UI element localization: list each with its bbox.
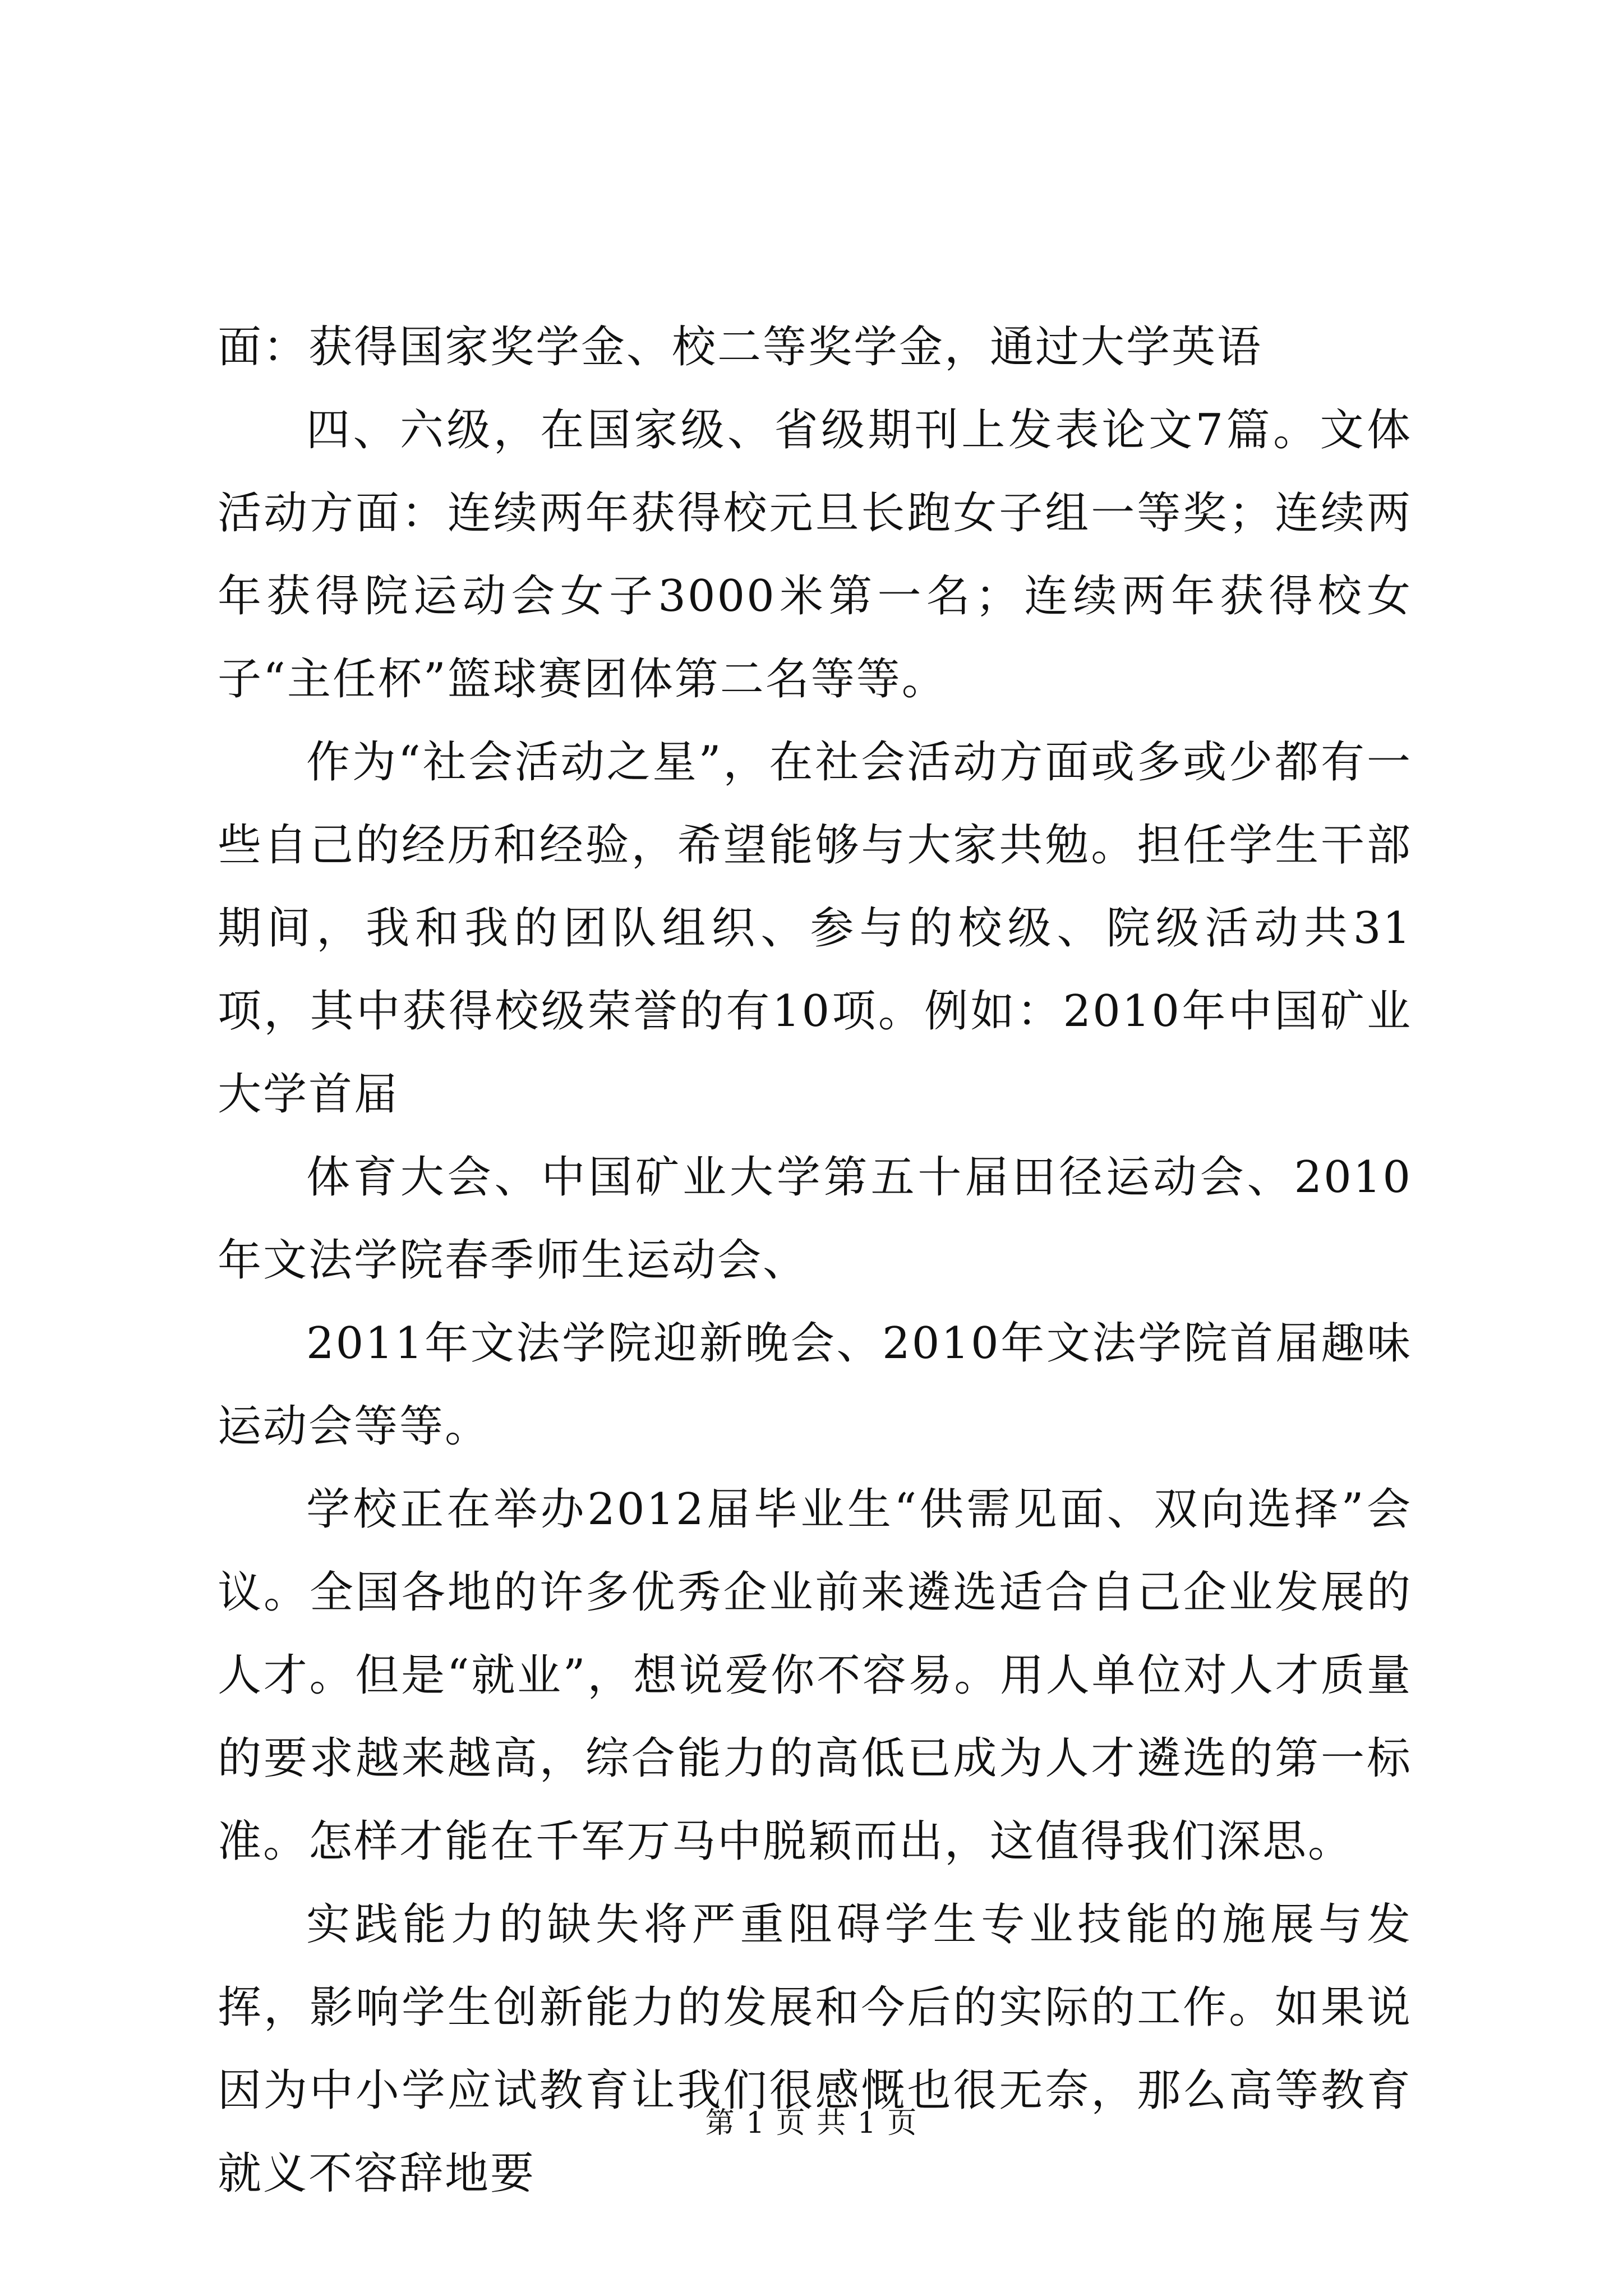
paragraph-6: 学校正在举办2012届毕业生“供需见面、双向选择”会议。全国各地的许多优秀企业前来遴选适合自己企业发展的人才。但是“就业”，想说爱你不容易。用人单位对人才质量的要求越来越高，综合能力的高低已成为人才遴选的第一标准。怎样才能在千军万马中脱颖而出，这值得我们深思。 bbox=[218, 1484, 1412, 1867]
paragraph-4: 体育大会、中国矿业大学第五十届田径运动会、2010年文法学院春季师生运动会、 bbox=[218, 1152, 1412, 1286]
document-body bbox=[218, 306, 1412, 2215]
paragraph-5: 2011年文法学院迎新晚会、2010年文法学院首届趣味运动会等等。 bbox=[218, 1318, 1412, 1452]
paragraph-3: 作为“社会活动之星”，在社会活动方面或多或少都有一些自己的经历和经验，希望能够与大家共勉。担任学生干部期间，我和我的团队组织、参与的校级、院级活动共31项，其中获得校级荣誉的有10项。例如：2010年中国矿业大学首届 bbox=[218, 737, 1412, 1120]
paragraph-1: 面：获得国家奖学金、校二等奖学金，通过大学英语 bbox=[218, 322, 1263, 372]
paragraph-2: 四、六级，在国家级、省级期刊上发表论文7篇。文体活动方面：连续两年获得校元旦长跑女子组一等奖；连续两年获得院运动会女子3000米第一名；连续两年获得校女子“主任杯”篮球赛团体第二名等等。 bbox=[218, 405, 1412, 705]
paragraph-7: 实践能力的缺失将严重阻碍学生专业技能的施展与发挥，影响学生创新能力的发展和今后的实际的工作。如果说因为中小学应试教育让我们很感慨也很无奈，那么高等教育就义不容辞地要 bbox=[218, 1899, 1412, 2199]
page-footer: 第 1 页 共 1 页 bbox=[705, 2106, 918, 2140]
